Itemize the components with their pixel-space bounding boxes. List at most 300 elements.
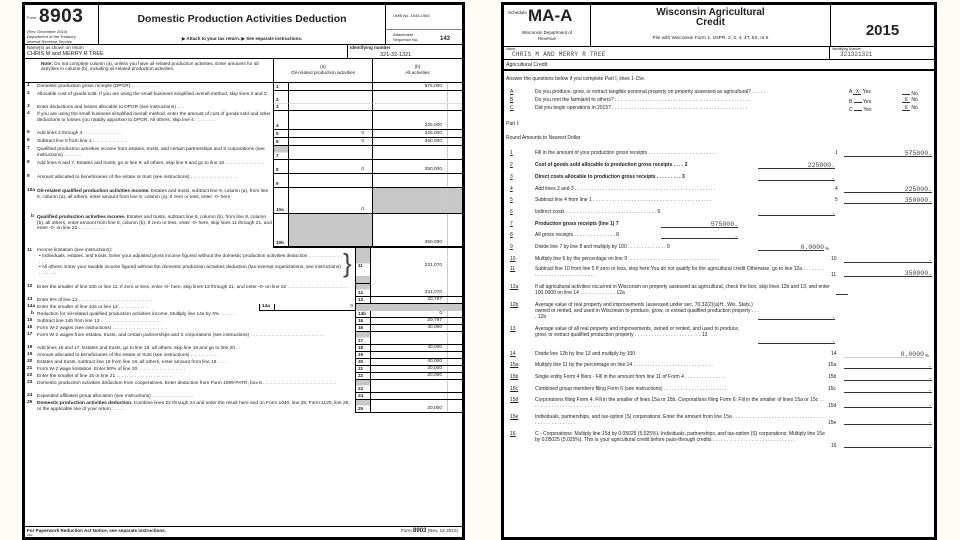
- form-8903-lines: [25, 83, 462, 413]
- no-label: No: [911, 97, 918, 103]
- attachment-label: Attachment: [393, 32, 414, 37]
- line-16: [25, 325, 462, 332]
- line-14a-label: 14a: [259, 304, 274, 311]
- line-text: Multiply line 11 by the percentage on line 14 . . . . . . . . . . . . . . . . . . . . . . . . . . . . .: [535, 362, 713, 368]
- question-key-inline: A: [849, 89, 853, 95]
- line-label: 1: [273, 83, 288, 91]
- line-text: Production gross receipts (line 1) 7: [535, 221, 619, 227]
- name-row: [25, 45, 462, 59]
- line-label: 3: [273, 104, 288, 111]
- line-label: 17: [355, 332, 370, 345]
- line-11-bullet-others: • All others. Enter your taxable income figured without the domestic production activities deduction (tax-exempt organizations, see instructions) . . . . . . .: [39, 265, 341, 277]
- line-description: Qualified production activities income from estates, trusts, and certain partnerships and S corporations (see instructions) . . . . . . .: [37, 147, 265, 158]
- revision-date: (Rev. December 2010): [27, 29, 68, 34]
- line-text: Divide line 7 by line 8 and multiply by 100 . . . . . . . . . . . . . . 9: [535, 244, 670, 250]
- question-text: Did you begin operations in 2015? . . . . . . . . . . . . . . . . . . . . . . . . . . . . . . . . . . . . . . . . . . . . . . . . .: [535, 105, 748, 111]
- line-label: 21: [355, 366, 370, 373]
- line-number: 15: [27, 318, 33, 323]
- line-text: Single entity Form 4 filers - Fill in the amount from line 11 of Form 4 . . . . . . . . . . . . . . .: [535, 374, 726, 380]
- line-2: [25, 91, 462, 104]
- line-10b-col-b[interactable]: 350,000: [372, 214, 462, 248]
- line-label: 16: [355, 325, 370, 332]
- line-label: 15d: [828, 403, 837, 409]
- question-a-yes-checkbox[interactable]: X: [853, 89, 861, 95]
- line-8: [25, 160, 462, 174]
- question-a-no-checkbox[interactable]: [902, 89, 910, 95]
- line-label: 16: [831, 443, 837, 449]
- schedule-code: MA-A: [528, 6, 573, 25]
- line-key: 15b: [510, 374, 519, 380]
- question-key-inline: C: [849, 107, 853, 113]
- ma-line-13-field[interactable]: .: [758, 337, 835, 344]
- line-text: Corporations filing Form 4: Fill in the smaller of lines 15a or 15b. Corporations filing Form 6: Fill in the smaller of lines 15a or 15c . . . . . . . . . . . . . . . . . . . . . . . . . .: [535, 397, 824, 409]
- line-13: [25, 297, 462, 304]
- line-key: 9: [510, 244, 513, 250]
- section-title: Agricultural Credit: [504, 60, 934, 71]
- name-row: [504, 47, 934, 60]
- line-description: Form W-2 wage limitation. Enter 50% of line 20 . . . . . . . . . . . . . . . . . .: [37, 367, 186, 372]
- line-label: 11: [355, 248, 370, 284]
- line-number: 18: [27, 345, 33, 350]
- line-2-col-b[interactable]: [372, 91, 462, 104]
- line-8-col-b[interactable]: 350,000: [372, 160, 462, 174]
- line-key: 12a: [510, 284, 519, 290]
- line-number: 14a: [27, 304, 36, 309]
- line-25: [25, 400, 462, 413]
- form-number: 8903: [39, 6, 84, 27]
- line-label: 23: [355, 380, 370, 393]
- department: Wisconsin Department of Revenue: [521, 30, 573, 41]
- question-text: Do you produce, grow, or extract tangible personal property on property assessed as agricultural? . . . . .: [535, 89, 765, 95]
- line-text: Average value of all real property and improvements, owned or rented, and used to produce, grow, or extract qualified production property . . . . . . . . . . . . . . . . . . . . . . . . 13: [535, 326, 740, 338]
- form-8903-header: [25, 5, 462, 45]
- line-10a-col-a[interactable]: 0: [288, 188, 372, 214]
- line-label: 6: [273, 138, 288, 146]
- ma-line-16-field[interactable]: .: [844, 441, 932, 448]
- line-number: 8: [27, 160, 30, 165]
- ma-line-12b-field[interactable]: .: [758, 313, 835, 320]
- ma-line-10-field[interactable]: .: [844, 256, 932, 263]
- line-text: C - Corporations: Multiply line 15d by 0.05025 (5.025%). Individuals, partnerships, and tax-option (S) corporations: Multiply line 15e by 0.05025 (5.025%). This is your agricultural credit before pass-through credits . . . . . . . . . . . . . . . . . . . . . . . . . . . . . .: [535, 431, 825, 443]
- omb-box: [385, 5, 462, 44]
- ma-line-15e-field[interactable]: .: [844, 418, 932, 425]
- line-label: 15e: [828, 420, 837, 426]
- line-19-value[interactable]: [370, 352, 462, 359]
- line-label: 5: [273, 130, 288, 138]
- lower-lines: [25, 248, 462, 413]
- line-key: 2: [510, 162, 513, 168]
- line-number: 7: [27, 146, 30, 151]
- line-number: 22: [27, 373, 33, 378]
- line-description: Amount allocated to beneficiaries of the estate or trust (see instructions) . . . . . . . . . . . . . . . . . .: [37, 175, 238, 180]
- line-13-value[interactable]: 20,797: [370, 297, 462, 304]
- line-number: 9: [27, 174, 30, 179]
- note-body: Do not complete column (a), unless you have oil-related production activities. Enter amounts for all activities in column (b), including oil-related production activities.: [41, 61, 259, 72]
- line-10a-col-b-shaded: [372, 188, 462, 214]
- ma-line-1-field[interactable]: 575000.: [844, 150, 932, 157]
- column-a-header: [273, 59, 372, 82]
- line-key: 15c: [510, 386, 519, 392]
- question-text: Do you rent the farmland to others? . . . . . . . . . . . . . . . . . . . . . . . . . . . . . . . . . . . . . . . . . . . . . . . . .: [535, 97, 750, 103]
- schedule-id-box: [504, 5, 591, 46]
- line-label: 8: [273, 160, 288, 174]
- line-description: Add lines 6 and 7. Estates and trusts, go to line 9, all others, skip line 9 and go to line 10 . . . . . . . . . . . . . . .: [37, 161, 265, 166]
- line-15: [25, 318, 462, 325]
- line-number: b: [31, 214, 34, 219]
- line-24-value[interactable]: [370, 393, 462, 400]
- line-description-bold: Oil-related qualified production activities income.: [37, 189, 150, 194]
- line-12-value[interactable]: 231,070: [370, 284, 462, 297]
- line-21-value[interactable]: 20,000: [370, 366, 462, 373]
- ma-line-7-field[interactable]: 575000.: [661, 221, 738, 228]
- line-22-value[interactable]: 20,000: [370, 373, 462, 380]
- line-text: Divide line 12b by line 13 and multiply by 100: [535, 351, 636, 357]
- ma-line-15d-field[interactable]: .: [844, 401, 932, 408]
- line-9: [25, 174, 462, 188]
- line-key: 5: [510, 197, 513, 203]
- question-b-yes-checkbox[interactable]: [854, 97, 862, 103]
- line-1-col-a[interactable]: [288, 83, 372, 91]
- line-text: Subtract line 10 from line 5 If zero or less, stop here You do not qualify for the agricultural credit Otherwise, go to line 12a . . . . . . . . . . . . . . . . . . . . . . . . . . . . . .: [535, 266, 825, 278]
- line-4-col-b[interactable]: 225,000: [372, 111, 462, 130]
- yes-label: Yes: [863, 107, 872, 113]
- line-10a: [25, 188, 462, 214]
- id-label: Identifying number: [350, 45, 391, 50]
- line-description: Domestic production gross receipts (DPGR) . . . . . . . . . . .: [37, 84, 160, 89]
- no-label: No: [911, 91, 918, 97]
- line-description: Subtract line 5 from line 1 . . . . . . . . . . . . .: [37, 139, 127, 144]
- schedule-body: [504, 71, 934, 540]
- line-key: 15e: [510, 414, 519, 420]
- line-text: Fill in the amount of your production gross receipts . . . . . . . . . . . . . . . . . . . . . . . . .: [535, 150, 717, 156]
- line-description: Estates and trusts, subtract line 19 from line 18, all others, enter amount from line 18 . . . .: [37, 360, 228, 365]
- omb-number: OMB No. 1545-1984: [393, 13, 430, 18]
- line-label: 14: [831, 351, 837, 357]
- line-label: 10: [831, 256, 837, 262]
- tax-year: 2015: [830, 5, 934, 46]
- line-text: If all agricultural activities occurred in Wisconsin on property assessed as agricultural, check the box, skip lines 12b and 13, and enter 100.0000 on line 14 . . . . . . . . . . . . . 12a: [535, 284, 830, 296]
- line-label: 10b: [273, 214, 288, 248]
- line-number: 21: [27, 366, 33, 371]
- brace-icon: }: [343, 248, 352, 278]
- percent-sign: %: [925, 353, 930, 358]
- line-text: Add lines 2 and 3 . . . . . . . . . . . . . . . . . . . . . . . . . . . . . . . . . . . . . . . . . . . . . . . . . . .: [535, 186, 716, 192]
- footer-revision: (Rev. 12-2010): [427, 528, 458, 533]
- ma-line-3-field[interactable]: .: [758, 174, 835, 181]
- ma-line-2-field[interactable]: 225000.: [758, 162, 835, 169]
- line-description: Allocable cost of goods sold. If you are using the small business simplified overall method, skip lines 2 and 3: [37, 92, 267, 97]
- line-5-col-a[interactable]: 0: [288, 130, 372, 138]
- line-description: Enter 9% of line 12 . . . . . . . . . . . . . . . . . . . . . . . . . . . .: [37, 298, 153, 303]
- line-key: 1: [510, 150, 513, 156]
- line-18-value[interactable]: 40,000: [370, 345, 462, 352]
- line-description: Expanded affiliated group allocation (see instructions) . . . . . . . . . . . . . . . .: [37, 394, 194, 399]
- line-2-col-a[interactable]: [288, 91, 372, 104]
- line-number: 10a: [27, 188, 36, 193]
- file-with-note: File with Wisconsin Form 1, 1NPR, 2, 3, 4, 4T, 5S, or 6: [652, 36, 769, 41]
- line-key: 14: [510, 351, 516, 357]
- line-number: 1: [27, 83, 30, 88]
- ma-line-6-field[interactable]: .: [758, 209, 835, 216]
- line-6: [25, 138, 462, 146]
- line-description: Domestic production activities deduction from cooperatives. Enter deduction from Form 1099-PATR, box 6 . . . . . . . . . . . . . . . . . . . . . . . . . . . .: [37, 381, 337, 386]
- line-label: 18: [355, 345, 370, 352]
- line-22: [25, 373, 462, 380]
- line-label: 1: [835, 150, 838, 156]
- question-key: C: [510, 105, 514, 111]
- line-number: b: [31, 311, 34, 316]
- line-key: 7: [510, 221, 513, 227]
- question-key: A: [510, 89, 514, 95]
- line-description-body: Combine lines 22 through 24 and enter the result here and on Form 1040, line 35; Form 1120, line 25; or the applicable line of your return . . . . .: [37, 401, 350, 412]
- line-25-value[interactable]: 20,000: [370, 400, 462, 413]
- line-key: 8: [510, 232, 513, 238]
- line-label: 15c: [828, 386, 837, 392]
- line-description: Form W-2 wages from estates, trusts, and certain partnerships and S corporations (see instructions) . . . . . . . . . . . . . . . . . . . . . . . . . . . .: [37, 333, 324, 338]
- column-b-letter: (b): [414, 64, 421, 69]
- name-field[interactable]: CHRIS M and MERRY R TREE: [27, 51, 104, 57]
- form-label: Form: [27, 15, 37, 20]
- line-3: [25, 104, 462, 111]
- sequence-label: Sequence No.: [393, 37, 419, 42]
- line-4-col-a[interactable]: [288, 111, 372, 130]
- line-5: [25, 130, 462, 138]
- line-number: 2: [27, 91, 30, 96]
- id-label: Identifying Number: [832, 47, 862, 51]
- line-description: Form W-2 wages (see instructions) . . . . . . . . . . . . . . . . . . . . .: [37, 326, 168, 331]
- id-field[interactable]: 321321321: [840, 51, 873, 58]
- line-description: Enter the smaller of line 10a or line 12 . . . . . . . . . . .: [37, 305, 148, 310]
- line-label: 14b: [355, 311, 370, 318]
- ma-line-15a-field[interactable]: .: [844, 362, 932, 369]
- line-description: If you are using the small business simplified overall method, enter the amount of cost of goods sold and other deductions or losses you ratably apportion to DPGR. All others, skip line 4 . . . . . . . .: [37, 112, 271, 123]
- line-description: Enter deductions and losses allocable to DPGR (see instructions) . . .: [37, 105, 184, 110]
- line-text: Cost of goods sold allocable to production gross receipts . . . . 2: [535, 162, 688, 168]
- line-20: [25, 359, 462, 366]
- line-17: [25, 332, 462, 345]
- ma-line-5-field[interactable]: 350000.: [844, 197, 932, 204]
- ma-line-12a-checkbox[interactable]: [836, 288, 848, 295]
- form-subtitle: ▶ Attach to your tax return. ▶ See separate instructions.: [181, 36, 303, 41]
- line-number: 5: [27, 130, 30, 135]
- form-title-box: [99, 5, 385, 44]
- line-label: 15a: [828, 362, 837, 368]
- line-key: 10: [510, 256, 516, 262]
- line-number: 19: [27, 352, 33, 357]
- line-description: Amount allocated to beneficiaries of the estate or trust (see instructions) . . . . . . . . . . .: [37, 353, 219, 358]
- ma-line-14-field[interactable]: 0.0000: [844, 351, 924, 358]
- line-11-bullet-individuals: • Individuals, estates, and trusts. Enter your adjusted gross income figured without the domestic production activities deduction . . . . . . . . . . . . . . . .: [39, 253, 342, 265]
- line-3-col-b[interactable]: [372, 104, 462, 111]
- form-8903-page: [22, 2, 465, 540]
- line-label: 5: [835, 197, 838, 203]
- divider: [386, 29, 462, 30]
- line-1-col-b[interactable]: 575,000: [372, 83, 462, 91]
- footer-form-number: 8903: [413, 528, 427, 534]
- line-text: Multiply line 6 by the percentage on line 9 . . . . . . . . . . . . . . . . . . . . . . . . . . . . . . . . .: [535, 256, 719, 262]
- schedule-label: Schedule: [508, 10, 527, 15]
- line-key: 6: [510, 209, 513, 215]
- line-text: Average value of real property and improvements (assessed under sec. 70.32(2)(a)H., Wis. Stats.) owned or rented, and used in Wisconsin to produce, grow, or extract qualified production property . . . . 12b: [535, 302, 759, 320]
- line-9-col-b[interactable]: [372, 174, 462, 188]
- line-label: 24: [355, 393, 370, 400]
- line-8-col-a[interactable]: 0: [288, 160, 372, 174]
- part-label: Part I:: [506, 121, 520, 127]
- line-20-value[interactable]: 40,000: [370, 359, 462, 366]
- line-number: 4: [27, 111, 30, 116]
- line-description: [37, 400, 355, 413]
- line-3-col-a[interactable]: [288, 104, 372, 111]
- no-label: No: [911, 105, 918, 111]
- line-number: 13: [27, 297, 33, 302]
- line-number: 11: [27, 248, 33, 253]
- line-key: 3: [510, 174, 513, 180]
- line-text: Subtract line 4 from line 1 . . . . . . . . . . . . . . . . . . . . . . . . . . . . . . . . . . . . . . . . . . .: [535, 197, 712, 203]
- line-14a-shaded: [355, 304, 462, 311]
- line-description: Add lines 2 through 4 . . . . . . . . . . . . . . .: [37, 131, 123, 136]
- percent-sign: %: [825, 246, 830, 251]
- line-label: 15b: [828, 374, 837, 380]
- line-text: Indirect costs . . . . . . . . . . . . . . . . . . . . . . . . . . . . . . . . . 6: [535, 209, 661, 215]
- line-text: All gross receipts . . . . . . . . . . . . . . . 8: [535, 232, 619, 238]
- line-label: 22: [355, 373, 370, 380]
- line-label: 10a: [273, 188, 288, 214]
- line-number: 16: [27, 325, 33, 330]
- line-10b-col-a-shaded: [288, 214, 372, 248]
- schedule-title-line1: Wisconsin Agricultural: [656, 7, 765, 18]
- round-label: Round Amounts to Nearest Dollar: [506, 135, 581, 141]
- line-description: [37, 188, 273, 214]
- line-label: 25: [355, 400, 370, 413]
- schedule-header: [504, 5, 934, 47]
- line-6-col-a[interactable]: 0: [288, 138, 372, 146]
- note-text: [25, 59, 273, 82]
- line-15-value[interactable]: 20,797: [370, 318, 462, 325]
- line-label: 9: [273, 174, 288, 188]
- column-b-header: [372, 59, 462, 82]
- line-17-value[interactable]: [370, 332, 462, 345]
- line-description-bold: Domestic production activities deduction.: [37, 401, 133, 406]
- footer-form-label: Form: [401, 528, 412, 533]
- name-label: Name(s) as shown on return: [27, 45, 84, 50]
- line-14b-value[interactable]: 0: [370, 311, 462, 318]
- instruction-text: Answer the questions below if you complete Part I, lines 1-15e.: [506, 76, 646, 82]
- line-description: Subtract line 14b from line 13 . . . . . . . . . . . . . . . . . . . . . . .: [37, 319, 161, 324]
- line-4: [25, 111, 462, 130]
- note-bold: Note:: [41, 61, 53, 66]
- line-21: [25, 366, 462, 373]
- line-label: 4: [273, 111, 288, 130]
- name-field[interactable]: CHRIS M AND MERRY R TREE: [512, 51, 606, 58]
- line-6-col-b[interactable]: 350,000: [372, 138, 462, 146]
- question-key: B: [510, 97, 514, 103]
- line-key: 15a: [510, 362, 519, 368]
- line-24: [25, 393, 462, 400]
- form-number-box: [25, 5, 99, 44]
- line-7-col-b[interactable]: [372, 146, 462, 160]
- line-label: 12: [355, 284, 370, 297]
- name-label: Name: [506, 47, 516, 51]
- line-key: 12b: [510, 302, 519, 308]
- column-b-label: All activities: [405, 70, 430, 75]
- line-12: [25, 284, 462, 297]
- line-number: 24: [27, 393, 33, 398]
- schedule-ma-a-page: [501, 2, 937, 540]
- line-9-col-a[interactable]: [288, 174, 372, 188]
- ma-line-11-field[interactable]: 350000.: [844, 270, 932, 277]
- line-11-value[interactable]: 231,070: [370, 248, 462, 284]
- line-14a: [25, 304, 462, 311]
- paperwork-notice: For Paperwork Reduction Act Notice, see separate instructions.: [27, 528, 166, 533]
- line-text: Individuals, partnerships, and tax-option (S) corporations: Enter the amount from line 15a . . . . . . . . . . . . . . . . . . . . . . . . . . . . . . . . . . . . . . . . . . . . . . . .: [535, 414, 824, 426]
- ma-line-9-field[interactable]: 0.0000: [758, 244, 824, 251]
- line-label: 4: [835, 186, 838, 192]
- line-number: 17: [27, 332, 33, 337]
- line-1: [25, 83, 462, 91]
- line-key: 16: [510, 431, 516, 437]
- line-description: Add lines 16 and 17. Estates and trusts, go to line 19, all others, skip line 19 and go to line 20 . .: [37, 346, 241, 351]
- question-b-no-checkbox[interactable]: X: [902, 97, 910, 103]
- line-23: [25, 380, 462, 393]
- line-label: 13: [355, 297, 370, 304]
- line-10b: [25, 214, 462, 248]
- id-field[interactable]: 321-32-1321: [380, 52, 412, 58]
- column-header-row: [25, 59, 462, 83]
- line-number: 6: [27, 138, 30, 143]
- question-c-yes-checkbox[interactable]: [854, 105, 862, 111]
- ma-line-4-field[interactable]: 225000.: [844, 186, 932, 193]
- line-label: 20: [355, 359, 370, 366]
- line-key: 15d: [510, 397, 519, 403]
- question-c-no-checkbox[interactable]: X: [902, 105, 910, 111]
- line-key: 11: [510, 266, 516, 272]
- agency: Internal Revenue Service: [27, 39, 72, 44]
- efile-mark: efile: [27, 533, 33, 537]
- sequence-number: 143: [440, 36, 451, 42]
- line-description: Enter the smaller of line 10b or line 11. If zero or less, enter -0- here, skip lines 13 through 21, and enter -0- on line 22 . . . . . . . . . . . . . . . . . . . . . . .: [37, 285, 348, 290]
- column-a-label: Oil-related production activities: [290, 70, 356, 75]
- line-16-value[interactable]: 40,000: [370, 325, 462, 332]
- line-7-col-a[interactable]: [288, 146, 372, 160]
- line-number: 23: [27, 380, 33, 385]
- line-key: 13: [510, 326, 516, 332]
- line-label: 19: [355, 352, 370, 359]
- line-description: [37, 214, 273, 248]
- line-23-value[interactable]: [370, 380, 462, 393]
- line-11: [25, 248, 462, 284]
- line-18: [25, 345, 462, 352]
- line-description: Income limitation (see instructions):: [37, 248, 113, 253]
- ma-line-15b-field[interactable]: .: [844, 374, 932, 381]
- schedule-title-box: [591, 5, 830, 46]
- column-a-letter: (a): [320, 64, 326, 69]
- yes-label: Yes: [862, 89, 871, 95]
- line-label: 2: [273, 91, 288, 104]
- line-label: 11: [831, 272, 837, 278]
- line-description: Reduction for oil-related qualified production activities income. Multiply line 14a by 3% . . . . . .: [37, 312, 236, 317]
- form-title: Domestic Production Activities Deduction: [137, 13, 347, 25]
- line-19: [25, 352, 462, 359]
- line-description-body: Estates and trusts, subtract line 9, column (b), from line 8, column (b), all others, enter amount from line 8, column (b). If zero or less, enter -0- here, skip lines 11 through 21, and enter -0- on line 22 . . . . . . . . . . .: [37, 215, 272, 232]
- line-label: 15: [355, 318, 370, 325]
- line-key: 4: [510, 186, 513, 192]
- ma-line-15c-field[interactable]: .: [844, 386, 932, 393]
- line-label: 7: [273, 146, 288, 160]
- line-number: 3: [27, 104, 30, 109]
- line-5-col-b[interactable]: 225,000: [372, 130, 462, 138]
- ma-line-8-field[interactable]: .: [661, 232, 738, 239]
- line-14a-value[interactable]: 0: [274, 304, 355, 311]
